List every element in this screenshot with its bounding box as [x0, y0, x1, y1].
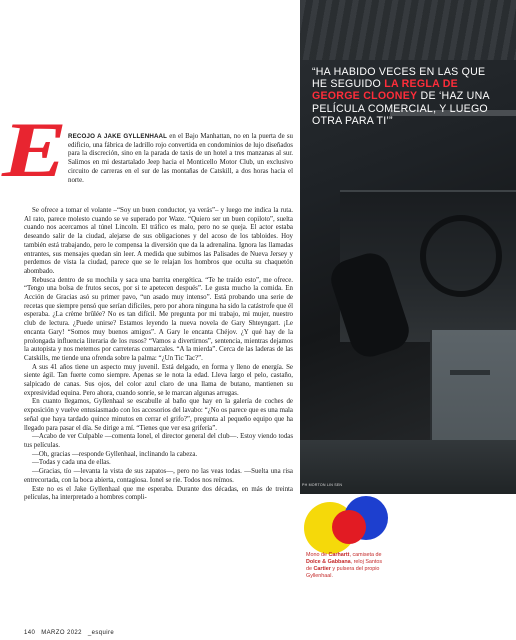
- article-paragraph: Este no es el Jake Gyllenhaal que me esperaba. Durante dos décadas, en más de treinta películas, ha interpretado a hombres compli-: [24, 485, 293, 502]
- page-footer: [24, 630, 120, 636]
- article-paragraph: En cuanto llegamos, Gyllenhaal se escabulle al baño que hay en la galería de coches de exposición y vuelve entusiasmado con los accesorios del lavabo: “¿No os parece que es una mala señal que haya tardado quince minutos en cerrar el grifo?”, pregunta al pequeño equipo que ha llegado para pasar el día. Se dirige a mí. “Tienes que ver esa grifería”.: [24, 398, 293, 432]
- article-lead: [68, 133, 293, 185]
- pull-quote: [312, 66, 490, 127]
- drop-cap: E: [2, 106, 68, 193]
- photo-steering-wheel: [420, 215, 502, 297]
- pull-quote-highlight: LA REGLA DE GEORGE CLOONEY: [312, 78, 458, 103]
- pull-quote-text-end: DE ‘HAZ UNA PELÍCULA COMERCIAL, Y LUEGO OTRA PARA TI’”: [312, 90, 490, 127]
- magazine-name: _esquire: [87, 630, 115, 636]
- article-paragraph: Se ofrece a tomar el volante –“Soy un buen conductor, ya verás”– y luego me indica la ruta. Al rato, parece molesto cuando se ve superado por Waze. “Quiero ser un buen copiloto”, suelta cuando nos acercamos al túnel Lincoln. El tráfico es malo, pero no se queja. El actor estaba deseando salir de la ciudad, alejarse de sus obligaciones y del acoso de los tabloides. Hoy también está trabajando, pero le compensa la diversión que da la adrenalina. Ignora las llamadas entrantes, sus mensajes quedan sin leer. A medida que subimos las Palisades de Nueva Jersey y perdemos de vista la ciudad, parece que se le relajan los hombros que oculta su chaquetón abombado.: [24, 207, 293, 275]
- article-paragraph: A sus 41 años tiene un aspecto muy juvenil. Está delgado, en forma y lleno de energía. Se siente ágil. Tan fuerte como siempre. Apenas se le nota la edad. Lleva largo el pelo, castaño, salpicado de canas. Sus ojos, del color azul claro de una llama de butano, mantienen su expresividad equina. Pero ahora, cuando sonríe, se le marcan algunas arrugas.: [24, 363, 293, 397]
- lead-text: en el Bajo Manhattan, no en la puerta de su edificio, una fábrica de ladrillo rojo convertida en condominios de lujo diseñados para la discreción, sino en la parada de taxis de un hotel a tres manzanas al sur. Salimos en mi destartalado Jeep hacia el Monticello Motor Club, un exclusivo circuito de carreras en el sur de las montañas de Catskill, a dos horas hacia el norte.: [68, 133, 293, 184]
- photo-door-handle: [450, 370, 490, 375]
- article-paragraph: Rebusca dentro de su mochila y saca una barrita energética. “Te he traído esto”, me ofrece. “Tengo una bolsa de frutos secos, por si te apetecen después”. Le gusta mucho la comida. En Acción de Gracias asó su primer pavo, “un asado muy intenso”. Está probando una serie de recetas que siempre pensó que serían difíciles, pero por ahora ninguna ha sido la catástrofe que él esperaba. ¿La crème brûlée? No es tan difícil. Me pregunta por mi trabajo, mi mujer, nuestro club de lectura. ¿Puede unirse? Estamos leyendo la nueva novela de Gary Shteyngart. ¡Le encanta Gary! “Somos muy buenos amigos”. A Gary le encanta Chéjov. ¿Y qué hay de la prolongada influencia literaria de los rusos? “Vamos a divertirnos”, sentencia, mientras dejamos la autopista y nos metemos por carreteras comarcales. “A la mierda”. Cerca de las laderas de las Catskills, me tiende una ofrenda sobre la palma: “¿Un Tic Tac?”.: [24, 276, 293, 362]
- page-number: 140: [24, 630, 36, 636]
- pull-quote-text-start: “HA HABIDO VECES EN LAS QUE HE SEGUIDO: [312, 66, 486, 91]
- article-paragraph: —Oh, gracias —responde Gyllenhaal, inclinando la cabeza.: [32, 450, 198, 458]
- lead-caps: RECOJO A JAKE GYLLENHAAL: [68, 133, 168, 140]
- article-paragraph: —Todas y cada una de ellas.: [32, 459, 111, 467]
- article-paragraph: —Acabo de ver Culpable —comenta Ionel, el director general del club—. Estoy viendo todas tus películas.: [24, 433, 293, 449]
- article-paragraph: —Gracias, tío —levanta la vista de sus zapatos—, pero no las veas todas. —Suelta una risa entrecortada, con la boca abierta, contagiosa. Ionel se ríe. Todos nos reímos.: [24, 468, 293, 484]
- photo-garage-roof: [300, 0, 516, 60]
- photo-credit: PH MORTON LIN SEN: [302, 483, 343, 487]
- issue-date: MARZO 2022: [41, 630, 82, 636]
- red-dot: [332, 510, 366, 544]
- photo-caption: Mono de Carhartt, camiseta de Dolce & Gabbana, reloj Santos de Cartier y pulsera del propio Gyllenhaal.: [306, 552, 383, 579]
- article-body: [24, 207, 293, 503]
